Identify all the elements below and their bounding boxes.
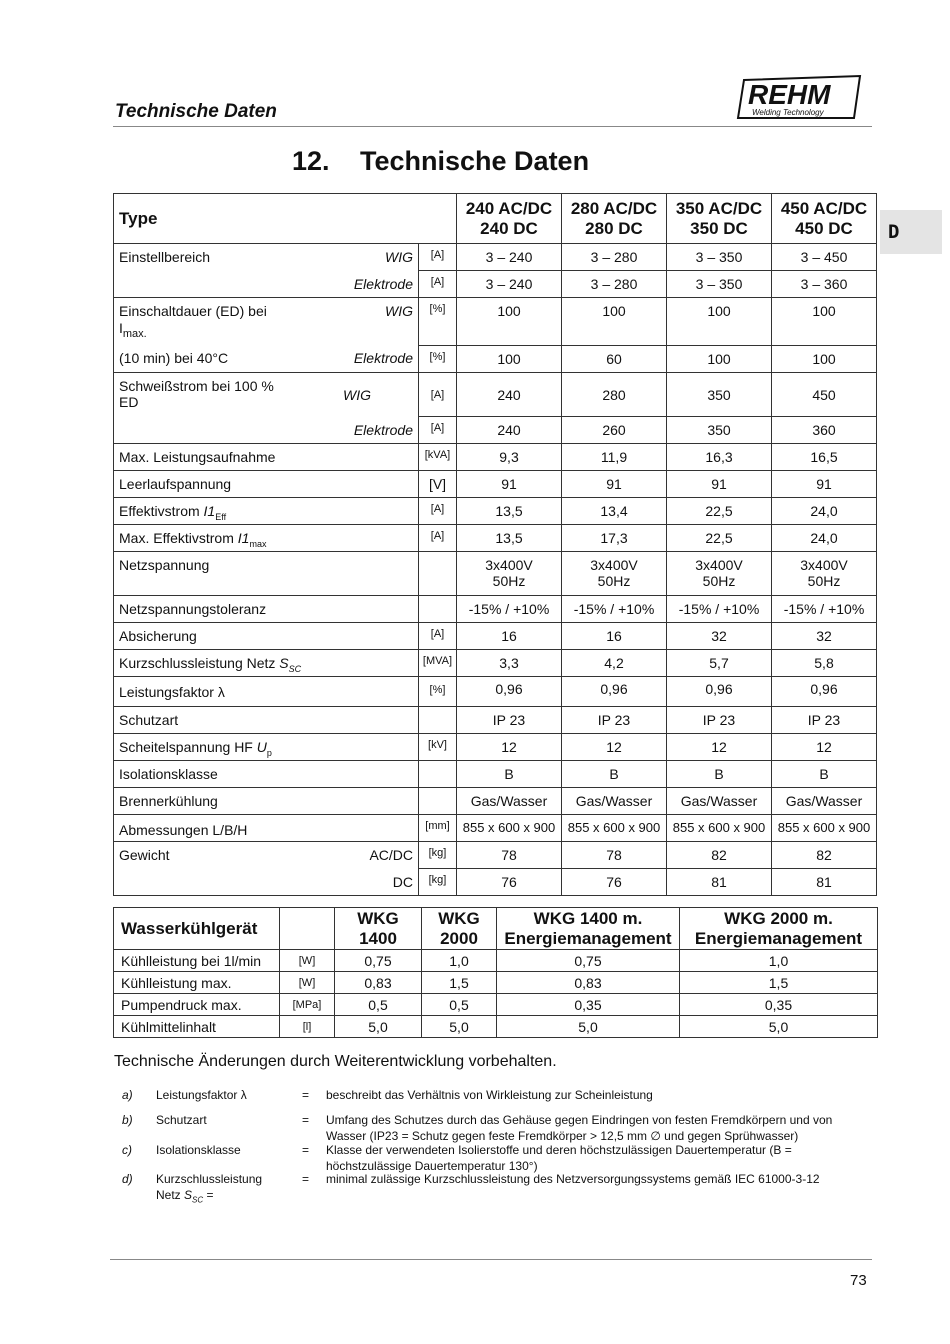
table-row: Absicherung [A] 16 16 32 32 (114, 623, 877, 650)
svg-text:Welding Technology: Welding Technology (752, 108, 824, 117)
tech-data-table (113, 193, 877, 896)
table-row: Brennerkühlung Gas/Wasser Gas/Wasser Gas/Wasser Gas/Wasser (114, 788, 877, 815)
water-cooler-table (113, 907, 878, 1038)
section-heading: 12. Technische Daten (292, 146, 590, 176)
table-row: Pumpendruck max. [MPa] 0,5 0,5 0,35 0,35 (114, 994, 878, 1016)
table-row: Schutzart IP 23 IP 23 IP 23 IP 23 (114, 707, 877, 734)
table-row: (10 min) bei 40°C Elektrode [%] 100 60 100 100 (114, 346, 877, 373)
table-row: Kühlmittelinhalt [l] 5,0 5,0 5,0 5,0 (114, 1016, 878, 1038)
table-header-row: Wasserkühlgerät WKG 1400 WKG 2000 WKG 1400 m. Energiemanagement WKG 2000 m. Energiemanagement (114, 908, 878, 950)
header-rule (113, 126, 872, 127)
table-row: DC [kg] 76 76 81 81 (114, 869, 877, 896)
footnote-a: a) Leistungsfaktor λ = beschreibt das Verhältnis von Wirkleistung zur Scheinleistung (122, 1088, 653, 1102)
table-row: Gewicht AC/DC [kg] 78 78 82 82 (114, 842, 877, 869)
table-row: Schweißstrom bei 100 % ED WIG [A] 240 280 350 450 (114, 373, 877, 417)
table-row: Elektrode [A] 3 – 240 3 – 280 3 – 350 3 – 360 (114, 271, 877, 298)
footnote-d: d) Kurzschlussleistung Netz $S_{SC}$ = = minimal zulässige Kurzschlussleistung des Netzversorgungssystems gemäß IEC 61000-3-12 (122, 1172, 820, 1205)
table-row: Isolationsklasse B B B B (114, 761, 877, 788)
table-row: Leerlaufspannung [V] 91 91 91 91 (114, 471, 877, 498)
footnote-c: c) Isolationsklasse = Klasse der verwendeten Isolierstoffe und deren höchstzulässigen Dauertemperatur (B = höchstzulässige Dauertemperatur 130°) (122, 1143, 792, 1173)
table-row: Elektrode [A] 240 260 350 360 (114, 417, 877, 444)
page-number: 73 (850, 1272, 867, 1289)
table-row: Max. Effektivstrom $I1_{max}$ [A] 13,5 17,3 22,5 24,0 (114, 525, 877, 552)
model-header: 280 AC/DC 280 DC (562, 194, 667, 244)
model-header: 240 AC/DC 240 DC (457, 194, 562, 244)
table-row: Scheitelspannung HF $U_p$ [kV] 12 12 12 12 (114, 734, 877, 761)
changes-note: Technische Änderungen durch Weiterentwicklung vorbehalten. (114, 1053, 557, 1070)
table-row: Kurzschlussleistung Netz $S_{SC}$ [MVA] 3,3 4,2 5,7 5,8 (114, 650, 877, 677)
footnote-b: b) Schutzart = Umfang des Schutzes durch das Gehäuse gegen Eindringen von festen Fremdkörpern und von Wasser (IP23 = Schutz gegen feste Fremdkörper > 12,5 mm ∅ und gegen Sprühwasser) (122, 1113, 833, 1143)
table-row: Max. Leistungsaufnahme [kVA] 9,3 11,9 16,3 16,5 (114, 444, 877, 471)
table-row: Netzspannungstoleranz -15% / +10% -15% / +10% -15% / +10% -15% / +10% (114, 596, 877, 623)
table-row: Leistungsfaktor λ [%] 0,96 0,96 0,96 0,96 (114, 677, 877, 707)
table-row: Abmessungen L/B/H [mm] 855 x 600 x 900 855 x 600 x 900 855 x 600 x 900 855 x 600 x 900 (114, 815, 877, 842)
running-header-title: Technische Daten (115, 101, 277, 122)
model-header: 350 AC/DC 350 DC (667, 194, 772, 244)
table-row: Effektivstrom $I1_{Eff}$ [A] 13,5 13,4 22,5 24,0 (114, 498, 877, 525)
table-row: Einschaltdauer (ED) bei WIG $I_{max.}$ [%] 100 100 100 100 (114, 298, 877, 346)
language-tab: D (880, 210, 942, 254)
table-header-row (114, 194, 877, 244)
model-header: 450 AC/DC 450 DC (772, 194, 877, 244)
footer-rule (110, 1259, 872, 1260)
svg-text:REHM: REHM (748, 79, 831, 110)
table-row: Kühlleistung bei 1l/min [W] 0,75 1,0 0,75 1,0 (114, 950, 878, 972)
rehm-logo (736, 74, 864, 120)
table-row: Kühlleistung max. [W] 0,83 1,5 0,83 1,5 (114, 972, 878, 994)
type-header: Type (114, 194, 457, 244)
table-row: Einstellbereich WIG [A] 3 – 240 3 – 280 3 – 350 3 – 450 (114, 244, 877, 271)
table-row: Netzspannung 3x400V 50Hz 3x400V 50Hz 3x400V 50Hz 3x400V 50Hz (114, 552, 877, 596)
